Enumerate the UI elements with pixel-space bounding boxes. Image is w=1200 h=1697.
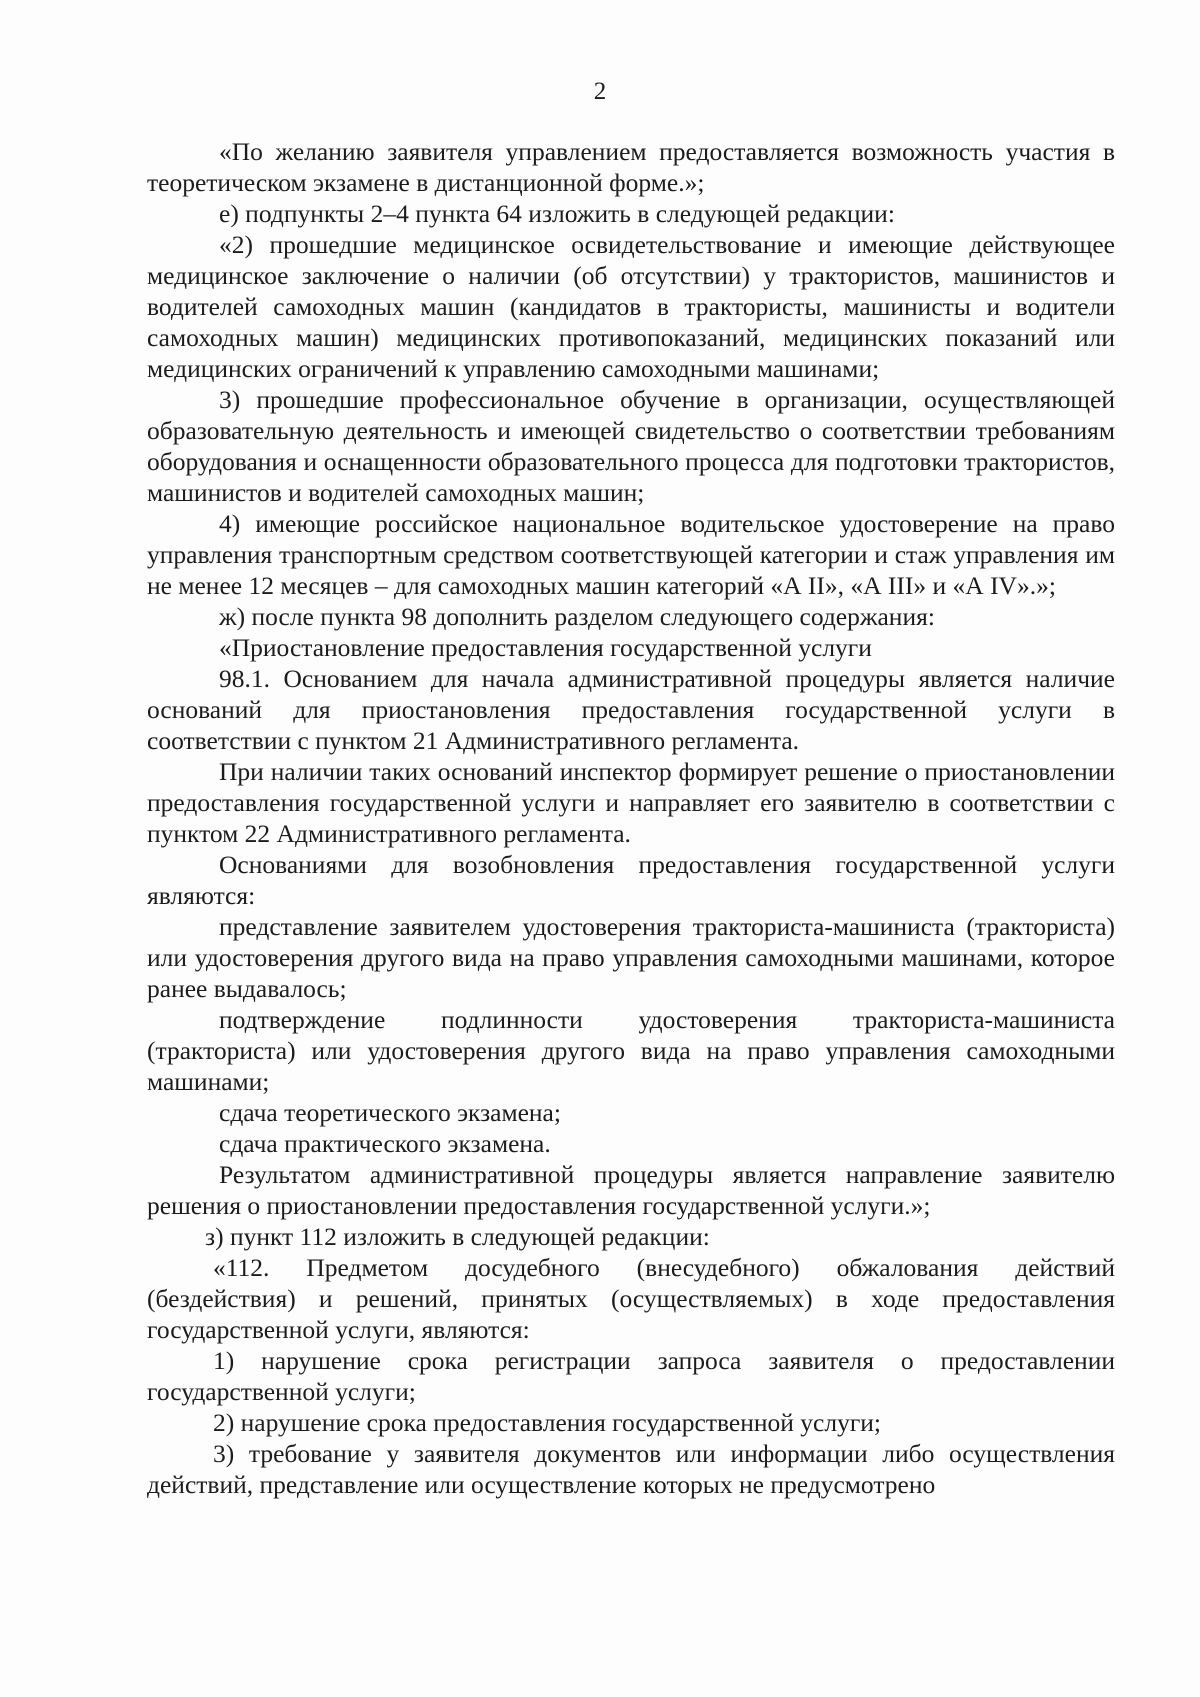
paragraph: 4) имеющие российское национальное водительское удостоверение на право управления транспортным средством соответствующей категории и стаж управления им не менее 12 месяцев – для самоходных машин категорий «А II», «А III» и «А IV».»; — [147, 509, 1115, 600]
list-item: сдача практического экзамена. — [219, 1129, 551, 1158]
paragraph: Результатом административной процедуры является направление заявителю решения о приостановлении предоставления государственной услуги.»; — [147, 1160, 1115, 1220]
paragraph: При наличии таких оснований инспектор формирует решение о приостановлении предоставления государственной услуги и направляет его заявителю в соответствии с пунктом 22 Административного регламента. — [147, 757, 1115, 848]
list-item: 3) требование у заявителя документов или информации либо осуществления действий, представление или осуществление которых не предусмотрено — [147, 1439, 1115, 1499]
paragraph: Основаниями для возобновления предоставления государственной услуги являются: — [147, 850, 1115, 910]
paragraph: 3) прошедшие профессиональное обучение в организации, осуществляющей образовательную деятельность и имеющей свидетельство о соответствии требованиям оборудования и оснащенности образовательного процесса для подготовки трактористов, машинистов и водителей самоходных машин; — [147, 385, 1115, 507]
list-item: 2) нарушение срока предоставления государственной услуги; — [213, 1408, 882, 1437]
paragraph: ж) после пункта 98 дополнить разделом следующего содержания: — [219, 602, 935, 631]
paragraph: 98.1. Основанием для начала административной процедуры является наличие оснований для приостановления предоставления государственной услуги в соответствии с пунктом 21 Административного регламента. — [147, 664, 1115, 755]
list-item: представление заявителем удостоверения тракториста-машиниста (тракториста) или удостоверения другого вида на право управления самоходными машинами, которое ранее выдавалось; — [147, 912, 1115, 1003]
paragraph: «2) прошедшие медицинское освидетельствование и имеющие действующее медицинское заключение о наличии (об отсутствии) у трактористов, машинистов и водителей самоходных машин (кандидатов в трактористы, машинисты и водители самоходных машин) медицинских противопоказаний, медицинских показаний или медицинских ограничений к управлению самоходными машинами; — [147, 230, 1115, 383]
page-number: 2 — [593, 78, 607, 105]
list-item: 1) нарушение срока регистрации запроса заявителя о предоставлении государственной услуги; — [147, 1346, 1115, 1406]
paragraph: е) подпункты 2–4 пункта 64 изложить в следующей редакции: — [219, 199, 895, 228]
paragraph: «112. Предметом досудебного (внесудебного) обжалования действий (бездействия) и решений, принятых (осуществляемых) в ходе предоставления государственной услуги, являются: — [147, 1253, 1115, 1344]
list-item: подтверждение подлинности удостоверения тракториста-машиниста (тракториста) или удостоверения другого вида на право управления самоходными машинами; — [147, 1005, 1115, 1096]
paragraph: «По желанию заявителя управлением предоставляется возможность участия в теоретическом экзамене в дистанционной форме.»; — [147, 137, 1115, 197]
paragraph: з) пункт 112 изложить в следующей редакции: — [205, 1222, 710, 1251]
list-item: сдача теоретического экзамена; — [219, 1098, 561, 1127]
document-body — [147, 136, 1115, 1500]
section-heading: «Приостановление предоставления государственной услуги — [219, 633, 872, 662]
